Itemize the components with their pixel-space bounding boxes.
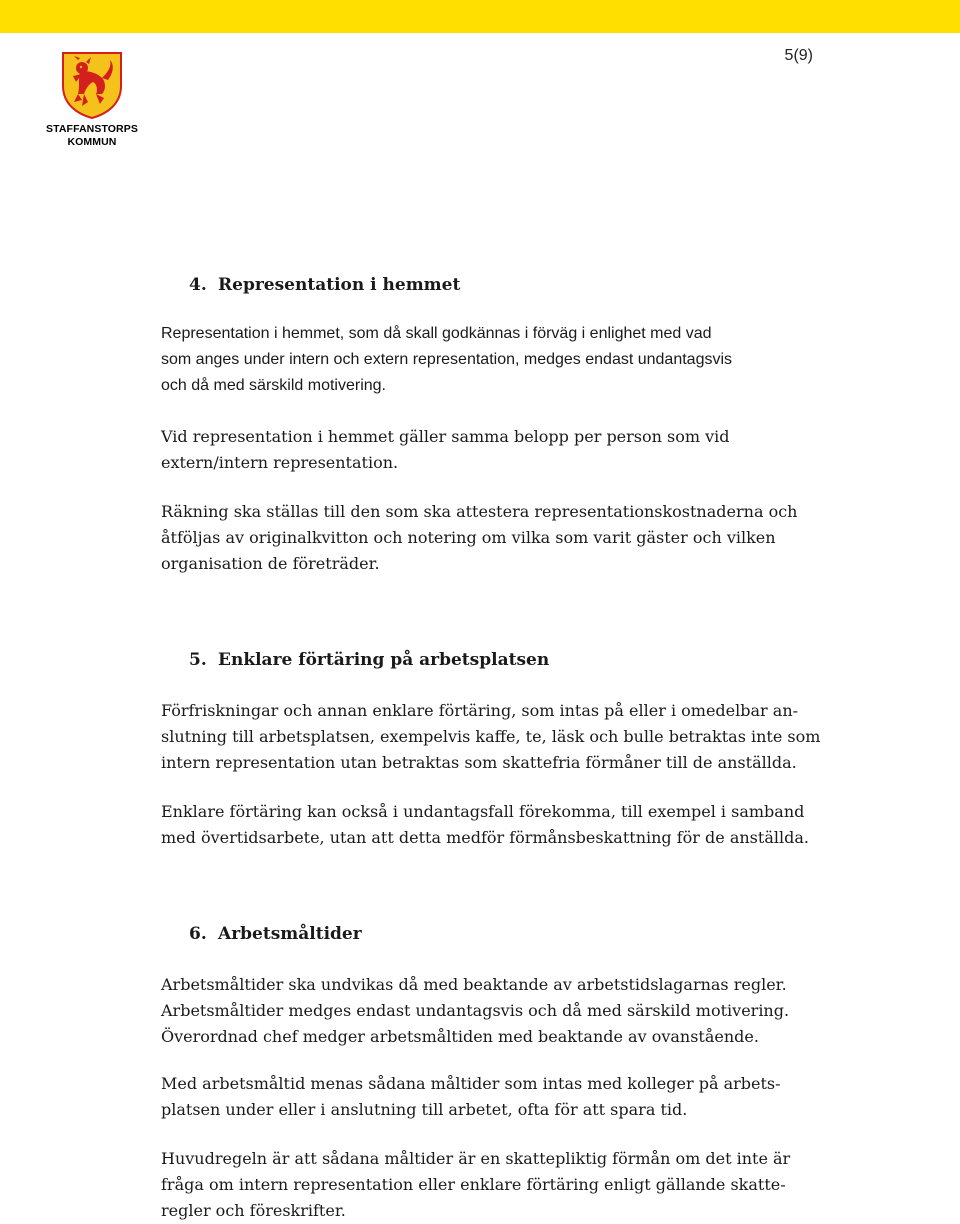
- section-heading-4: [189, 275, 460, 295]
- paragraph-line: och då med särskild motivering.: [161, 377, 386, 394]
- paragraph-line: organisation de företräder.: [161, 554, 380, 573]
- paragraph-line: åtföljas av originalkvitton och notering om vilka som varit gäster och vilken: [161, 528, 776, 547]
- logo-line-2: KOMMUN: [67, 136, 117, 148]
- paragraph-line: fråga om intern representation eller enklare förtäring enligt gällande skatte-: [161, 1175, 786, 1194]
- paragraph: [161, 499, 851, 577]
- paragraph-line: slutning till arbetsplatsen, exempelvis kaffe, te, läsk och bulle betraktas inte som: [161, 727, 821, 746]
- section-title: Arbetsmåltider: [218, 924, 362, 944]
- paragraph: [161, 972, 851, 1050]
- paragraph-line: Enklare förtäring kan också i undantagsfall förekomma, till exempel i samband: [161, 802, 805, 821]
- section-heading-6: [189, 924, 362, 944]
- coat-of-arms-icon: [60, 50, 124, 120]
- paragraph-line: Med arbetsmåltid menas sådana måltider som intas med kolleger på arbets-: [161, 1074, 781, 1093]
- paragraph-line: Överordnad chef medger arbetsmåltiden med beaktande av ovanstående.: [161, 1027, 759, 1046]
- page-number: 5(9): [784, 47, 813, 64]
- section-title: Enklare förtäring på arbetsplatsen: [218, 650, 550, 670]
- section-heading-5: [189, 650, 549, 670]
- section-number: 6.: [189, 924, 207, 944]
- paragraph-line: extern/intern representation.: [161, 453, 399, 472]
- paragraph-line: Räkning ska ställas till den som ska attestera representationskostnaderna och: [161, 502, 798, 521]
- paragraph: [161, 424, 851, 476]
- paragraph-line: regler och föreskrifter.: [161, 1201, 346, 1220]
- paragraph-line: platsen under eller i anslutning till arbetet, ofta för att spara tid.: [161, 1100, 688, 1119]
- paragraph-line: som anges under intern och extern representation, medges endast undantagsvis: [161, 351, 733, 368]
- paragraph: [161, 799, 851, 851]
- paragraph-line: med övertidsarbete, utan att detta medför förmånsbeskattning för de anställda.: [161, 828, 809, 847]
- logo-wordmark: [42, 123, 142, 149]
- paragraph-line: Arbetsmåltider medges endast undantagsvis och då med särskild motivering.: [161, 1001, 790, 1020]
- paragraph: [161, 1071, 851, 1123]
- logo-line-1: STAFFANSTORPS: [46, 123, 138, 135]
- paragraph-line: intern representation utan betraktas som skattefria förmåner till de anställda.: [161, 753, 797, 772]
- section-number: 4.: [189, 275, 207, 295]
- paragraph-line: Representation i hemmet, som då skall godkännas i förväg i enlighet med vad: [161, 325, 712, 342]
- section-number: 5.: [189, 650, 207, 670]
- paragraph-line: Vid representation i hemmet gäller samma belopp per person som vid: [161, 427, 730, 446]
- paragraph-line: Förfriskningar och annan enklare förtäring, som intas på eller i omedelbar an-: [161, 701, 799, 720]
- section-title: Representation i hemmet: [218, 275, 461, 295]
- paragraph-line: Huvudregeln är att sådana måltider är en skattepliktig förmån om det inte är: [161, 1149, 791, 1168]
- top-color-band: [0, 0, 960, 33]
- municipality-logo: [42, 50, 142, 149]
- paragraph-line: Arbetsmåltider ska undvikas då med beaktande av arbetstidslagarnas regler.: [161, 975, 787, 994]
- paragraph: [161, 1146, 851, 1224]
- paragraph: [161, 698, 851, 776]
- paragraph: [161, 321, 851, 399]
